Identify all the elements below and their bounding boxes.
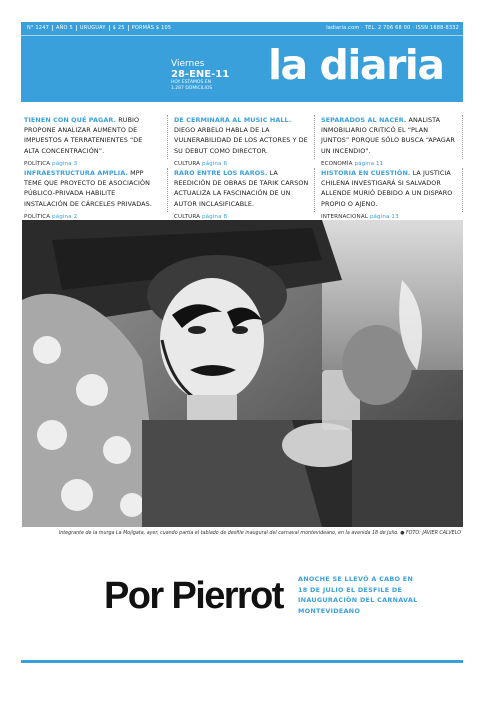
- issue-meta: [24, 25, 174, 31]
- section-name: POLÍTICA: [24, 213, 51, 220]
- column-divider: [167, 168, 168, 212]
- circulation-line-1: HOY ESTAMOS EN: [171, 80, 211, 85]
- column-divider: [462, 168, 463, 212]
- issue-price: $ 25: [110, 25, 129, 31]
- newspaper-logo: la diaria: [268, 41, 444, 89]
- issue-year: AÑO 5: [53, 25, 77, 31]
- brief-item[interactable]: [174, 168, 309, 222]
- column-divider: [167, 115, 168, 159]
- column-divider: [314, 115, 315, 159]
- section-name: POLÍTICA: [24, 160, 51, 167]
- cover-deck: ANOCHE SE LLEVÓ A CABO EN 18 DE JULIO EL DESFILE DE INAUGURACIÓN DEL CARNAVAL MONTEVIDEANO: [298, 575, 418, 615]
- date-block: [171, 59, 229, 92]
- section-name: CULTURA: [174, 213, 201, 220]
- brief-text: LA REEDICIÓN DE OBRAS DE TARIK CARSON ACTUALIZA LA FASCINACIÓN DE UN AUTOR INCLASIFICABLE.: [174, 169, 309, 208]
- brief-text: MPP TEME QUE PROYECTO DE ASOCIACIÓN PÚBLICO-PRIVADA HABILITE INSTALACIÓN DE CÁRCELES PRIVADAS.: [24, 169, 152, 208]
- page-ref: página 6: [201, 160, 228, 167]
- section-name: INTERNACIONAL: [321, 213, 368, 220]
- brief-text: RUBIO PROPONE ANALIZAR AUMENTO DE IMPUESTOS A TERRATENIENTES “DE ALTA CONCENTRACIÓN”.: [24, 116, 143, 155]
- brief-text: DIEGO ARBELO HABLA DE LA VULNERABILIDAD DE LOS ACTORES Y DE SU DEBUT COMO DIRECTOR.: [174, 126, 308, 155]
- brief-item[interactable]: [24, 168, 159, 222]
- brief-title: TIENEN CON QUÉ PAGAR.: [24, 116, 117, 124]
- cover-photo[interactable]: [22, 220, 463, 527]
- clown-photo-illustration: [22, 220, 463, 527]
- issue-price-extra: PORMÁS $ 105: [131, 25, 172, 31]
- brief-text: ANALISTA INMOBILIARIO CRITICÓ EL “PLAN JUNTOS” PORQUE SÓLO BUSCA “APAGAR UN INCENDIO”.: [321, 116, 455, 155]
- brief-title: HISTORIA EN CUESTIÓN.: [321, 169, 411, 177]
- masthead-topbar: [21, 22, 463, 36]
- brief-text: LA JUSTICIA CHILENA INVESTIGARÁ SI SALVADOR ALLENDE MURIÓ DEBIDO A UN DISPARO PROPIO O AJENO.: [321, 169, 453, 208]
- section-name: ECONOMÍA: [321, 160, 353, 167]
- section-name: CULTURA: [174, 160, 201, 167]
- column-divider: [314, 168, 315, 212]
- page-ref: página 11: [354, 160, 384, 167]
- brief-title: DE CERMINARA AL MUSIC HALL.: [174, 116, 292, 124]
- issue-country: URUGUAY: [77, 25, 110, 31]
- circulation-line-2: 1.287 DOMICILIOS: [171, 86, 213, 91]
- photo-caption: Integrante de la murga La Mojigata, ayer, cuando partía el tablado de desfile inaugural del carnaval montevideano, en la avenida 18 de Julio. ● FOTO: JAVIER CALVELO: [58, 531, 461, 536]
- front-page: [21, 22, 463, 663]
- brief-title: RARO ENTRE LOS RAROS.: [174, 169, 268, 177]
- day-name: Viernes: [171, 59, 205, 69]
- brief-item[interactable]: [321, 168, 456, 222]
- issue-number: N° 1247: [24, 25, 53, 31]
- bottom-rule: [21, 660, 463, 663]
- column-divider: [462, 115, 463, 159]
- cover-headline[interactable]: Por Pierrot: [104, 575, 283, 617]
- contact-meta: ladiaria.com · TEL. 2 706 68 00 · ISSN 1688-8332: [326, 25, 459, 31]
- brief-item[interactable]: [321, 115, 456, 169]
- page-ref: página 3: [52, 160, 78, 167]
- masthead: [21, 22, 463, 102]
- page-ref: página 8: [201, 213, 228, 220]
- page-ref: página 2: [52, 213, 78, 220]
- issue-date: 28-ENE-11: [171, 69, 230, 80]
- page-ref: página 13: [369, 213, 399, 220]
- brief-title: SEPARADOS AL NACER.: [321, 116, 407, 124]
- brief-title: INFRAESTRUCTURA AMPLIA.: [24, 169, 128, 177]
- brief-item[interactable]: [24, 115, 159, 169]
- brief-item[interactable]: [174, 115, 309, 169]
